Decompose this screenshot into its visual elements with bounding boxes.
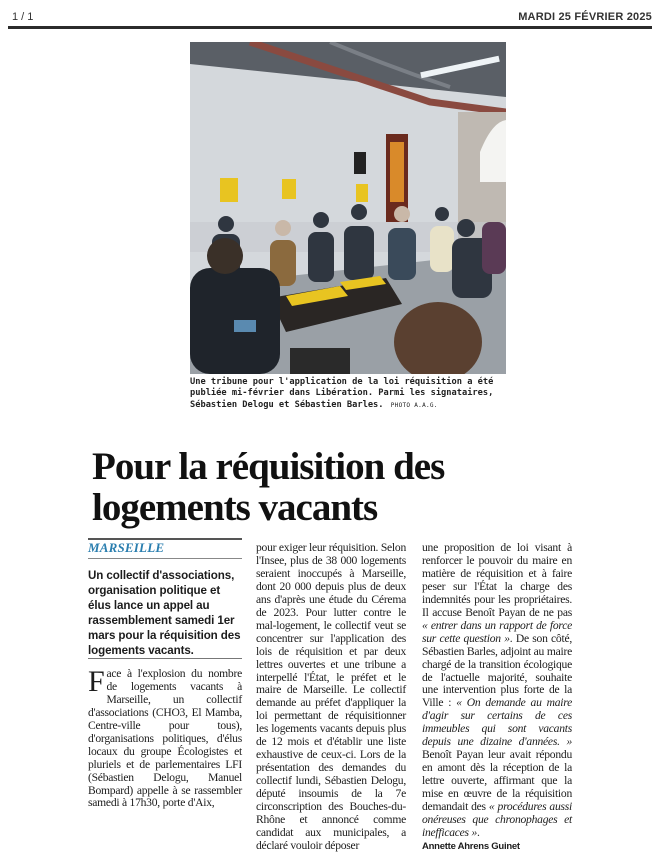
body-paragraph-1 bbox=[88, 664, 242, 810]
author-signature: Annette Ahrens Guinet bbox=[422, 840, 520, 852]
article-column-3 bbox=[422, 542, 572, 854]
location-label: MARSEILLE bbox=[88, 542, 242, 559]
article-column-1 bbox=[88, 538, 242, 810]
page-counter: 1 / 1 bbox=[12, 11, 34, 23]
col3-paragraph bbox=[422, 542, 572, 840]
article-headline: Pour la réquisition des logements vacants bbox=[92, 445, 445, 529]
page-header bbox=[8, 6, 652, 26]
quote-payan-rapport: « entrer dans un rapport de force sur cette question » bbox=[422, 618, 572, 645]
drop-cap: F bbox=[88, 664, 105, 698]
photo-credit: PHOTO A.A.G. bbox=[390, 401, 438, 409]
photo-caption bbox=[190, 377, 506, 411]
col3-text-2: . De son côté, Sébastien Barles, adjoint au maire chargé de la transition écologique de l'actuelle majorité, souhaite une intervention plus forte de la Ville : bbox=[422, 631, 572, 710]
article-column-2 bbox=[256, 542, 406, 853]
col2-text: pour exiger leur réquisition. Selon l'Insee, plus de 38 000 logements seraient inoccupés à Marseille, dont 20 000 depuis plus de deux ans d'après une étude du Cérema de 2023. Pour lutter contre le mal-logement, le collectif veut se concentrer sur l'application des lois de réquisition et par deux lettres ouvertes et une tribune a interpellé l'État, le préfet et le maire de Marseille. Le collectif demande au préfet d'appliquer la loi permettant de réquisitionner les logements vacants depuis plus de 12 mois et d'établir une liste exhaustive de ceux-ci. Lors de la présentation des demandes du collectif lundi, Sébastien Delogu, député insoumis de la 7e circonscription des Bouches-du-Rhône et annoncé comme candidat aux municipales, a déclaré vouloir déposer bbox=[256, 541, 406, 852]
standfirst-rule bbox=[88, 658, 242, 659]
header-rule bbox=[8, 26, 652, 29]
issue-date: MARDI 25 FÉVRIER 2025 bbox=[518, 11, 652, 23]
col1-text: ace à l'explosion du nombre de logements vacants à Marseille, un collectif d'associations (CHO3, El Mamba, Centre-ville pour tous), d'organisations politiques, d'élus locaux du groupe Écologistes et pluriels et de parlementaires LFI (Sébastien Delogu, Manuel Bompard) appelle à se rassembler samedi à 17h30, porte d'Aix, bbox=[88, 666, 242, 810]
standfirst: Un collectif d'associations, organisation politique et élus lance un appel au rassemblement samedi 1er mars pour la réquisition des logements vacants. bbox=[88, 568, 241, 657]
col3-text-1: une proposition de loi visant à renforcer le pouvoir du maire en matière de réquisition et à faire peser sur l'État la charge des indemnités pour les propriétaires. Il accuse Benoît Payan de ne pas bbox=[422, 541, 572, 619]
caption-text: Une tribune pour l'application de la loi réquisition a été publiée mi-février dans Libération. Parmi les signataires, Sébastien Delogu et Sébastien Barles. bbox=[190, 377, 494, 410]
article-photo bbox=[190, 42, 506, 374]
col3-text-4: . bbox=[477, 825, 480, 839]
quote-procedures: « procédures aussi onéreuses que chronophages et inefficaces » bbox=[422, 800, 572, 839]
col3-text-3: Benoît Payan leur avait répondu en amont dès la réception de la lettre ouverte, affirmant que la mise en œuvre de la réquisition demandait des bbox=[422, 748, 572, 814]
quote-barles: « On demande au maire d'agir sur certains de ces immeubles qui sont vacants depuis une dizaine d'années. » bbox=[422, 696, 572, 749]
